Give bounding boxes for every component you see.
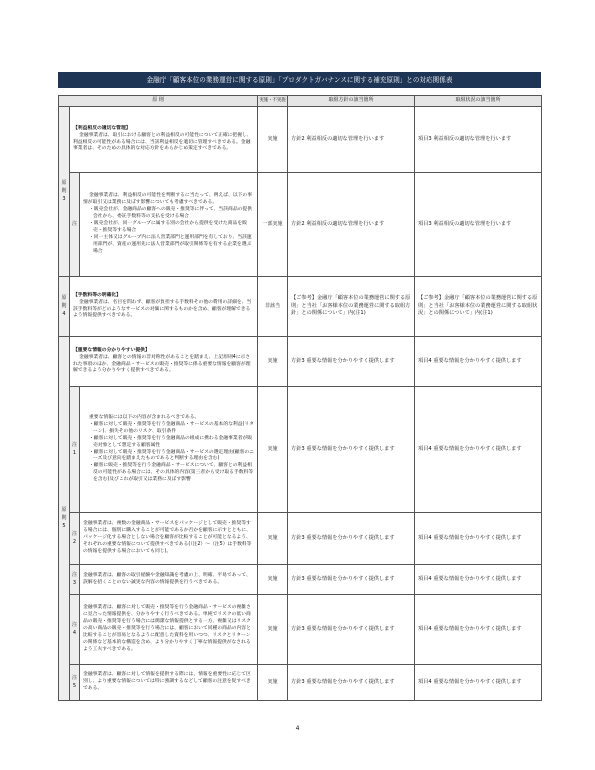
list-item: ・顧客に対して販売・推奨等を行う金融商品の組成に携わる金融事業者が販売対象として想定する顧客属性 — [89, 435, 253, 448]
note-1-text — [80, 387, 258, 513]
table-row — [59, 107, 542, 173]
list-item: ・顧客に対して販売・推奨等を行う金融商品・サービスの選定理由(顧客のニーズ及び意向を踏まえたものであると判断する理由を含む) — [89, 449, 254, 462]
note-5-impl: 実施 — [258, 665, 288, 701]
principle-3-label: 原則3 — [61, 180, 67, 203]
note-5-plan: 方針3 重要な情報を分かりやすく提供します — [288, 665, 415, 701]
principle-5-body: 金融事業者は、顧客との情報の非対称性があることを踏まえ、上記原則4に示された事項のほか、金融商品・サービスの販売・推奨等に係る重要な情報を顧客が理解できるよう分かりやすく提供すべきである。 — [73, 354, 251, 374]
note-1-kpi: 項目4 重要な情報を分かりやすく提供します — [415, 387, 542, 513]
note-5-label: 注5 — [71, 675, 77, 690]
note-4-plan: 方針3 重要な情報を分かりやすく提供します — [288, 595, 415, 665]
note-4-label: 注4 — [71, 622, 77, 637]
principle-4-kpi: 【ご参考】金融庁「顧客本位の業務運営に関する原則」と当社「お客様本位の業務運営に関する取組状況」との関係について」内(注1) — [415, 277, 542, 337]
header-row — [59, 96, 542, 107]
principle-3-note-impl: 一部実施 — [258, 173, 288, 277]
table-row — [59, 565, 542, 595]
note-2-impl: 実施 — [258, 513, 288, 565]
principle-5-heading: 【重要な情報の分かりやすい提供】 — [73, 347, 150, 353]
table-title: 金融庁「顧客本位の業務運営に関する原則」「プロダクトガバナンスに関する補充原則」との対応関係表 — [58, 72, 541, 88]
note-3-text: 金融事業者は、顧客の取引経験や金融知識を考慮の上、明確、平易であって、誤解を招くことのない誠実な内容の情報提供を行うべきである。 — [80, 565, 258, 595]
principle-4-body: 金融事業者は、名目を問わず、顧客が負担する手数料その他の費用の詳細を、当該手数料等がどのようなサービスの対価に関するものかを含め、顧客が理解できるよう情報提供すべきである。 — [73, 299, 252, 319]
note-2-plan: 方針3 重要な情報を分かりやすく提供します — [288, 513, 415, 565]
table-row — [59, 337, 542, 387]
principle-5-kpi: 項目4 重要な情報を分かりやすく提供します — [415, 337, 542, 387]
page-number: 4 — [295, 725, 300, 732]
principle-3-text — [70, 107, 258, 173]
note-3-plan: 方針3 重要な情報を分かりやすく提供します — [288, 565, 415, 595]
note-2-kpi: 項目4 重要な情報を分かりやすく提供します — [415, 513, 542, 565]
header-implementation: 実施・不実施 — [258, 96, 288, 107]
principle-3-note-kpi: 項目3 利益相反の適切な管理を行います — [415, 173, 542, 277]
principle-5-plan: 方針3 重要な情報を分かりやすく提供します — [288, 337, 415, 387]
note-4-kpi: 項目4 重要な情報を分かりやすく提供します — [415, 595, 542, 665]
note-1-intro: 重要な情報には以下の内容が含まれるべきである。 — [89, 414, 200, 420]
principle-4-label: 原則4 — [61, 295, 67, 318]
principle-3-kpi: 項目3 利益相反の適切な管理を行います — [415, 107, 542, 173]
principle-5-impl: 実施 — [258, 337, 288, 387]
list-item: ・顧客に販売・推奨等を行う金融商品・サービスについて、顧客との利益相反の可能性がある場合には、その具体的内容(第三者から受け取る手数料等を含む)及びこれが取引又は業務に及ぼす影響 — [89, 463, 254, 483]
list-item: ・販売会社が、金融商品の顧客への販売・推奨等に伴って、当該商品の提供会社から、委託手数料等の支払を受ける場合 — [89, 207, 253, 220]
note-2-text: 金融事業者は、複数の金融商品・サービスをパッケージとして販売・推奨等する場合には、個別に購入することが可能であるか否かを顧客に示すとともに、パッケージ化する場合としない場合を顧客が比較することが可能となるよう、それぞれの重要な情報について提供すべきである(（注2）～（注5）は手数料等の情報を提供する場合においても同じ)。 — [80, 513, 258, 565]
principle-5-label: 原則5 — [61, 507, 67, 530]
principle-3-note-intro: 金融事業者は、利益相反の可能性を判断するに当たって、例えば、以下の事情が取引又は業務に及ぼす影響についても考慮すべきである。 — [83, 193, 253, 206]
principle-3-heading: 【利益相反の適切な管理】 — [73, 125, 131, 131]
principle-4-heading: 【手数料等の明確化】 — [73, 292, 121, 298]
table-row — [59, 513, 542, 565]
principle-3-body: 金融事業者は、取引における顧客との利益相反の可能性について正確に把握し、利益相反の可能性がある場合には、当該利益相反を適切に管理すべきである。金融事業者は、そのための具体的な対応方針をあらかじめ策定すべきである。 — [73, 132, 252, 152]
table-row — [59, 387, 542, 513]
table-row — [59, 665, 542, 701]
note-4-impl: 実施 — [258, 595, 288, 665]
principle-3-plan: 方針2 利益相反の適切な管理を行います — [288, 107, 415, 173]
principle-3-impl: 実施 — [258, 107, 288, 173]
note-1-impl: 実施 — [258, 387, 288, 513]
header-kpi: 取組状況の該当箇所 — [415, 96, 542, 107]
note-4-text: 金融事業者は、顧客に対して販売・推奨等を行う金融商品・サービスの複雑さに見合った情報提供を、分かりやすく行うべきである。単純でリスクの低い商品の販売・推奨等を行う場合には簡潔な情報提供とする一方、複雑又はリスクの高い商品の販売・推奨等を行う場合には、顧客において同種の商品の内容と比較することが容易となるように配意した資料を用いつつ、リスクとリターンの関係など基本的な構造を含め、より分かりやすく丁寧な情報提供がなされるよう工夫すべきである。 — [80, 595, 258, 665]
principle-5-text — [70, 337, 258, 387]
note-5-kpi: 項目4 重要な情報を分かりやすく提供します — [415, 665, 542, 701]
note-5-text: 金融事業者は、顧客に対して情報を提供する際には、情報を重要性に応じて区別し、より重要な情報については特に強調するなどして顧客の注意を促すべきである。 — [80, 665, 258, 701]
header-plan: 取組方針の該当箇所 — [288, 96, 415, 107]
table-row — [59, 173, 542, 277]
note-3-label: 注3 — [71, 572, 77, 587]
principle-4-text — [70, 277, 258, 337]
note-1-plan: 方針3 重要な情報を分かりやすく提供します — [288, 387, 415, 513]
principle-3-note-plan: 方針2 利益相反の適切な管理を行います — [288, 173, 415, 277]
list-item: ・販売会社が、同一グループに属する別の会社から提供を受けた商品を販売・推奨等する場合 — [89, 221, 247, 233]
table-row — [59, 595, 542, 665]
list-item: ・同一主体又はグループ内に法人営業部門と運用部門を有しており、当該運用部門が、資産の運用先に法人営業部門が取引関係等を有する企業を選ぶ場合 — [89, 234, 252, 254]
note-1-label: 注1 — [71, 442, 77, 457]
note-2-label: 注2 — [71, 531, 77, 546]
header-principle: 原 則 — [59, 96, 258, 107]
principle-3-note-label: 注 — [71, 221, 77, 228]
principle-4-plan: 【ご参考】金融庁「顧客本位の業務運営に関する原則」と当社「お客様本位の業務運営に関する取組方針」との関係について」内(注1) — [288, 277, 415, 337]
correspondence-table — [58, 95, 542, 701]
note-3-impl: 実施 — [258, 565, 288, 595]
table-row — [59, 277, 542, 337]
principle-3-note-text — [80, 173, 258, 277]
note-3-kpi: 項目4 重要な情報を分かりやすく提供します — [415, 565, 542, 595]
list-item: ・顧客に対して販売・推奨等を行う金融商品・サービスの基本的な利益(リターン)、損失その他のリスク、取引条件 — [89, 421, 254, 434]
principle-4-impl: 非該当 — [258, 277, 288, 337]
